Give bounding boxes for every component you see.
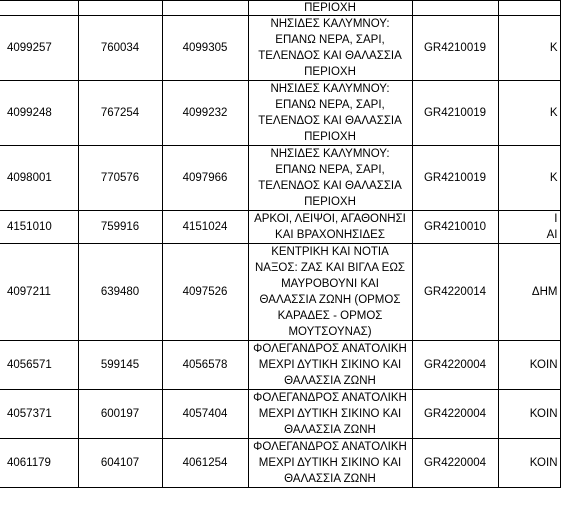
table-row bbox=[0, 341, 560, 390]
area-line: ΦΟΛΕΓΑΝΔΡΟΣ ΑΝΑΤΟΛΙΚΗ bbox=[253, 343, 407, 355]
area-line: ΜΟΥΤΣΟΥΝΑΣ) bbox=[288, 326, 372, 338]
cell-id: 4056571 bbox=[0, 341, 78, 390]
cell-code: 770576 bbox=[78, 146, 162, 211]
area-line: ΜΑΥΡΟΒΟΥΝΙ ΚΑΙ bbox=[281, 278, 379, 290]
table-row bbox=[0, 16, 560, 81]
cell-tail: ΔΗΜ bbox=[498, 244, 560, 341]
area-line: ΚΑΙ ΒΡΑΧΟΝΗΣΙΔΕΣ bbox=[275, 229, 385, 241]
cell-code: 604107 bbox=[78, 439, 162, 488]
cell-ref: 4097966 bbox=[162, 146, 248, 211]
cell-ref: 4057404 bbox=[162, 390, 248, 439]
cell-code: 599145 bbox=[78, 341, 162, 390]
cell-code: 600197 bbox=[78, 390, 162, 439]
area-line: ΕΠΑΝΩ ΝΕΡΑ, ΣΑΡΙ, bbox=[275, 99, 385, 111]
area-line: ΝΗΣΙΔΕΣ ΚΑΛΥΜΝΟΥ: bbox=[270, 83, 390, 95]
cell-tail bbox=[498, 1, 560, 16]
area-line: ΠΕΡΙΟΧΗ bbox=[304, 196, 356, 208]
area-line: ΝΗΣΙΔΕΣ ΚΑΛΥΜΝΟΥ: bbox=[270, 18, 390, 30]
table-row bbox=[0, 439, 560, 488]
cell-site: GR4210010 bbox=[412, 211, 498, 244]
area-line: ΤΕΛΕΝΔΟΣ ΚΑΙ ΘΑΛΑΣΣΙΑ bbox=[258, 50, 402, 62]
area-line: ΦΟΛΕΓΑΝΔΡΟΣ ΑΝΑΤΟΛΙΚΗ bbox=[253, 441, 407, 453]
cell-code bbox=[78, 1, 162, 16]
cell-code: 760034 bbox=[78, 16, 162, 81]
cell-code: 767254 bbox=[78, 81, 162, 146]
cell-id bbox=[0, 1, 78, 16]
table-row bbox=[0, 211, 560, 244]
cell-tail: ΚΟΙΝ bbox=[498, 390, 560, 439]
cell-ref: 4056578 bbox=[162, 341, 248, 390]
area-line: ΚΑΡΑΔΕΣ - ΟΡΜΟΣ bbox=[277, 310, 383, 322]
cell-tail: Κ bbox=[498, 81, 560, 146]
cell-ref bbox=[162, 1, 248, 16]
cell-ref: 4061254 bbox=[162, 439, 248, 488]
area-line: ΜΕΧΡΙ ΔΥΤΙΚΗ ΣΙΚΙΝΟ ΚΑΙ bbox=[258, 408, 402, 420]
cell-site: GR4220004 bbox=[412, 439, 498, 488]
table-row bbox=[0, 81, 560, 146]
cell-site: GR4220004 bbox=[412, 390, 498, 439]
table-row-top bbox=[0, 1, 560, 16]
area-line: ΕΠΑΝΩ ΝΕΡΑ, ΣΑΡΙ, bbox=[275, 164, 385, 176]
area-line: ΑΡΚΟΙ, ΛΕΙΨΟΙ, ΑΓΑΘΟΝΗΣΙ bbox=[254, 213, 406, 225]
area-line: ΘΑΛΑΣΣΙΑ ΖΩΝΗ bbox=[284, 473, 376, 485]
area-line: ΘΑΛΑΣΣΙΑ ΖΩΝΗ (ΟΡΜΟΣ bbox=[259, 294, 401, 306]
cell-id: 4057371 bbox=[0, 390, 78, 439]
area-line: ΚΕΝΤΡΙΚΗ ΚΑΙ ΝΟΤΙΑ bbox=[271, 246, 389, 258]
cell-ref: 4151024 bbox=[162, 211, 248, 244]
cell-area bbox=[248, 390, 412, 439]
cell-area bbox=[248, 16, 412, 81]
area-line: ΝΑΞΟΣ: ΖΑΣ ΚΑΙ ΒΙΓΛΑ ΕΩΣ bbox=[254, 262, 406, 274]
cell-id: 4099248 bbox=[0, 81, 78, 146]
cell-id: 4061179 bbox=[0, 439, 78, 488]
area-line: ΦΟΛΕΓΑΝΔΡΟΣ ΑΝΑΤΟΛΙΚΗ bbox=[253, 392, 407, 404]
cell-ref: 4099232 bbox=[162, 81, 248, 146]
cell-site bbox=[412, 1, 498, 16]
area-line: ΝΗΣΙΔΕΣ ΚΑΛΥΜΝΟΥ: bbox=[270, 148, 390, 160]
cell-area bbox=[248, 211, 412, 244]
area-line: ΜΕΧΡΙ ΔΥΤΙΚΗ ΣΙΚΙΝΟ ΚΑΙ bbox=[258, 457, 402, 469]
cell-code: 759916 bbox=[78, 211, 162, 244]
table-row bbox=[0, 390, 560, 439]
area-line: ΜΕΧΡΙ ΔΥΤΙΚΗ ΣΙΚΙΝΟ ΚΑΙ bbox=[258, 359, 402, 371]
area-line: ΘΑΛΑΣΣΙΑ ΖΩΝΗ bbox=[284, 424, 376, 436]
cell-code: 639480 bbox=[78, 244, 162, 341]
cell-tail: Ι ΑΙ bbox=[498, 211, 560, 244]
cell-ref: 4099305 bbox=[162, 16, 248, 81]
area-line: ΘΑΛΑΣΣΙΑ ΖΩΝΗ bbox=[284, 375, 376, 387]
table-row bbox=[0, 146, 560, 211]
cell-site: GR4220004 bbox=[412, 341, 498, 390]
cell-area bbox=[248, 439, 412, 488]
cell-id: 4098001 bbox=[0, 146, 78, 211]
cell-area bbox=[248, 146, 412, 211]
cell-site: GR4210019 bbox=[412, 81, 498, 146]
area-line: ΤΕΛΕΝΔΟΣ ΚΑΙ ΘΑΛΑΣΣΙΑ bbox=[258, 180, 402, 192]
area-line: ΤΕΛΕΝΔΟΣ ΚΑΙ ΘΑΛΑΣΣΙΑ bbox=[258, 115, 402, 127]
cell-id: 4151010 bbox=[0, 211, 78, 244]
cell-area bbox=[248, 244, 412, 341]
cell-area bbox=[248, 81, 412, 146]
cell-site: GR4210019 bbox=[412, 146, 498, 211]
cell-tail: Κ bbox=[498, 16, 560, 81]
cell-site: GR4220014 bbox=[412, 244, 498, 341]
cell-area: ΠΕΡΙΟΧΗ bbox=[248, 1, 412, 16]
cell-id: 4099257 bbox=[0, 16, 78, 81]
area-line: ΕΠΑΝΩ ΝΕΡΑ, ΣΑΡΙ, bbox=[275, 34, 385, 46]
cell-ref: 4097526 bbox=[162, 244, 248, 341]
cell-tail: ΚΟΙΝ bbox=[498, 439, 560, 488]
cell-area bbox=[248, 341, 412, 390]
cell-id: 4097211 bbox=[0, 244, 78, 341]
cell-tail: Κ bbox=[498, 146, 560, 211]
cell-site: GR4210019 bbox=[412, 16, 498, 81]
table-row bbox=[0, 244, 560, 341]
area-line: ΠΕΡΙΟΧΗ bbox=[304, 66, 356, 78]
cell-tail: ΚΟΙΝ bbox=[498, 341, 560, 390]
area-line: ΠΕΡΙΟΧΗ bbox=[304, 131, 356, 143]
